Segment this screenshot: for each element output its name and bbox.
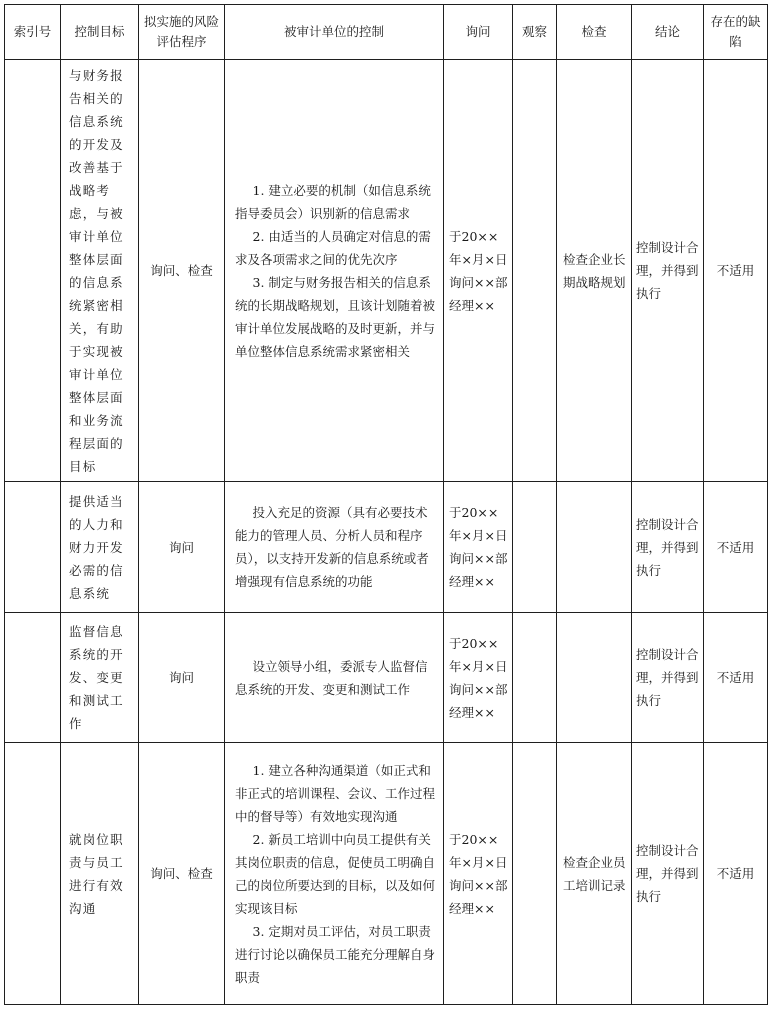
cell-conclusion: 控制设计合理，并得到执行 <box>632 613 704 743</box>
cell-inspection: 检查企业长期战略规划 <box>557 60 632 482</box>
cell-observation <box>513 743 557 1005</box>
table-row <box>5 60 768 482</box>
cell-control <box>225 60 444 482</box>
cell-observation <box>513 482 557 613</box>
control-item: 1. 建立必要的机制（如信息系统指导委员会）识别新的信息需求 <box>235 182 431 221</box>
control-item: 投入充足的资源（具有必要技术能力的管理人员、分析人员和程序员），以支持开发新的信息系统或者增强现有信息系统的功能 <box>235 505 429 589</box>
control-item: 3. 定期对员工评估，对员工职责进行讨论以确保员工能充分理解自身职责 <box>235 923 436 985</box>
cell-control <box>225 613 444 743</box>
cell-inquiry: 于20××年×月×日询问××部经理×× <box>444 613 513 743</box>
cell-objective: 提供适当的人力和财力开发必需的信息系统 <box>61 482 139 613</box>
cell-conclusion: 控制设计合理，并得到执行 <box>632 743 704 1005</box>
cell-inspection: 检查企业员工培训记录 <box>557 743 632 1005</box>
header-control: 被审计单位的控制 <box>225 5 444 60</box>
header-observation: 观察 <box>513 5 557 60</box>
cell-index <box>5 60 61 482</box>
header-conclusion: 结论 <box>632 5 704 60</box>
cell-index <box>5 743 61 1005</box>
cell-procedure: 询问 <box>139 482 225 613</box>
control-item: 2. 由适当的人员确定对信息的需求及各项需求之间的优先次序 <box>235 228 431 267</box>
cell-inquiry: 于20××年×月×日询问××部经理×× <box>444 60 513 482</box>
cell-index <box>5 613 61 743</box>
control-item: 3. 制定与财务报告相关的信息系统的长期战略规划，且该计划随着被审计单位发展战略的及时更新，并与单位整体信息系统需求紧密相关 <box>235 274 436 359</box>
cell-control <box>225 743 444 1005</box>
cell-objective: 监督信息系统的开发、变更和测试工作 <box>61 613 139 743</box>
cell-inspection <box>557 613 632 743</box>
control-item: 1. 建立各种沟通渠道（如正式和非正式的培训课程、会议、工作过程中的督导等）有效地实现沟通 <box>235 762 436 824</box>
header-inspection: 检查 <box>557 5 632 60</box>
control-item: 2. 新员工培训中向员工提供有关其岗位职责的信息，促使员工明确自己的岗位所要达到的目标，以及如何实现该目标 <box>235 831 436 916</box>
cell-procedure: 询问 <box>139 613 225 743</box>
table-header <box>5 5 768 60</box>
cell-deficiency: 不适用 <box>704 60 768 482</box>
audit-control-table <box>4 4 768 1005</box>
header-objective: 控制目标 <box>61 5 139 60</box>
control-item: 设立领导小组，委派专人监督信息系统的开发、变更和测试工作 <box>235 658 428 697</box>
cell-observation <box>513 613 557 743</box>
cell-objective: 就岗位职责与员工进行有效沟通 <box>61 743 139 1005</box>
cell-inspection <box>557 482 632 613</box>
cell-deficiency: 不适用 <box>704 482 768 613</box>
table-row <box>5 743 768 1005</box>
table-row <box>5 613 768 743</box>
cell-conclusion: 控制设计合理，并得到执行 <box>632 60 704 482</box>
cell-observation <box>513 60 557 482</box>
cell-deficiency: 不适用 <box>704 613 768 743</box>
cell-objective: 与财务报告相关的信息系统的开发及改善基于战略考虑，与被审计单位整体层面的信息系统紧密相关，有助于实现被审计单位整体层面和业务流程层面的目标 <box>61 60 139 482</box>
header-deficiency: 存在的缺陷 <box>704 5 768 60</box>
header-inquiry: 询问 <box>444 5 513 60</box>
header-index: 索引号 <box>5 5 61 60</box>
cell-control <box>225 482 444 613</box>
header-row <box>5 5 768 60</box>
table-row <box>5 482 768 613</box>
cell-deficiency: 不适用 <box>704 743 768 1005</box>
cell-procedure: 询问、检查 <box>139 60 225 482</box>
cell-procedure: 询问、检查 <box>139 743 225 1005</box>
header-procedure: 拟实施的风险评估程序 <box>139 5 225 60</box>
cell-inquiry: 于20××年×月×日询问××部经理×× <box>444 743 513 1005</box>
cell-inquiry: 于20××年×月×日询问××部经理×× <box>444 482 513 613</box>
table-body <box>5 60 768 1005</box>
cell-index <box>5 482 61 613</box>
cell-conclusion: 控制设计合理，并得到执行 <box>632 482 704 613</box>
